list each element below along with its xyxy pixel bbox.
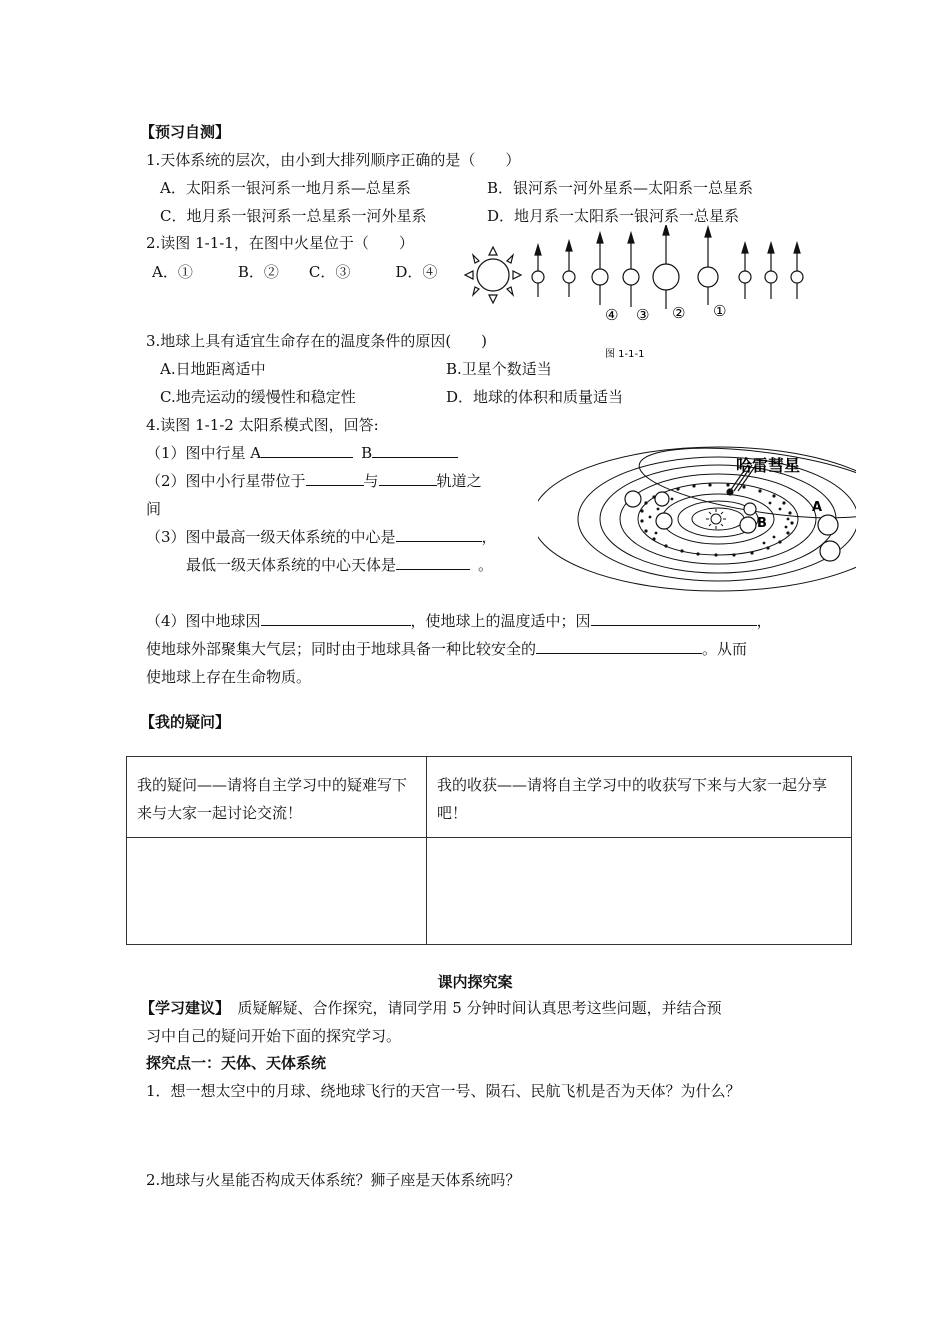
doubt-header: 我的疑问——请将自主学习中的疑难写下来与大家一起讨论交流！ — [137, 776, 408, 822]
advice-text-1: 质疑解疑、合作探究，请同学用 5 分钟时间认真思考这些问题，并结合预 — [222, 999, 722, 1017]
q1-option-c: C．地月系一银河系一总星系一河外星系 — [160, 207, 427, 225]
planet-1 — [532, 245, 544, 297]
planet-8 — [765, 243, 777, 299]
planet-inner-3 — [655, 492, 669, 506]
q4-sub3-d: 。 — [478, 556, 494, 574]
point1-question2: 2.地球与火星能否构成天体系统？狮子座是天体系统吗？ — [146, 1171, 521, 1189]
q2-stem: 2.读图 1-1-1，在图中火星位于（ ） — [146, 234, 414, 252]
marker-3: ③ — [636, 306, 650, 324]
q4-sub4-a: （4）图中地球因 — [146, 612, 261, 630]
q4-sub3-b: ， — [481, 528, 497, 546]
q4-sub1-a: （1）图中行星 A — [146, 444, 262, 462]
planet-outer-2 — [820, 541, 840, 561]
planet-6 — [698, 227, 718, 305]
q4-sub4-d: 使地球外部聚集大气层；同时由于地球具备一种比较安全的 — [146, 640, 537, 658]
q4-sub3 — [146, 527, 497, 547]
q2-options: A．① B．② C．③ D．④ — [152, 263, 438, 281]
questions-table — [126, 756, 852, 945]
doubt-input-cell[interactable] — [127, 838, 427, 945]
q4-sub1-b: B — [361, 444, 373, 462]
q3-option-c: C.地壳运动的缓慢性和稳定性 — [160, 388, 356, 406]
planet-a-label: A — [812, 500, 823, 515]
q4-sub2-d: 间 — [146, 500, 162, 518]
q4-sub4-line1 — [146, 611, 772, 631]
comet-label: 哈雷彗星 — [736, 456, 801, 475]
planet-inner-2 — [656, 513, 672, 529]
marker-2: ② — [672, 304, 686, 322]
marker-4: ④ — [605, 306, 619, 324]
answer-blank[interactable] — [379, 471, 437, 486]
q4-sub1 — [146, 443, 458, 463]
q4-sub2-c: 轨道之 — [436, 472, 482, 490]
figure-1-1-2 — [538, 443, 858, 593]
questions-heading: 【我的疑问】 — [140, 713, 231, 731]
answer-blank[interactable] — [306, 471, 364, 486]
q4-sub3-line2 — [186, 555, 493, 575]
planet-5 — [653, 225, 679, 309]
q4-sub3-a: （3）图中最高一级天体系统的中心是 — [146, 528, 396, 546]
advice-label: 【学习建议】 — [140, 999, 223, 1017]
planet-outer-1 — [625, 491, 641, 507]
planet-3 — [592, 233, 608, 305]
q3-option-b: B.卫星个数适当 — [446, 360, 552, 378]
q1-stem: 1.天体系统的层次，由小到大排列顺序正确的是（ ） — [146, 151, 521, 169]
q1-option-a: A．太阳系一银河系一地月系—总星系 — [160, 179, 411, 197]
planet-7 — [739, 243, 751, 299]
q4-sub3-c: 最低一级天体系统的中心天体是 — [186, 556, 397, 574]
figure-1-1-1-caption: 图 1-1-1 — [605, 349, 645, 360]
planet-b-label: B — [757, 516, 767, 531]
q4-sub4-line2 — [146, 639, 747, 659]
q4-sub4-b: ，使地球上的温度适中；因 — [410, 612, 591, 630]
planet-4 — [623, 233, 639, 307]
planet-2 — [563, 241, 575, 297]
gain-input-cell[interactable] — [427, 838, 852, 945]
q3-stem: 3.地球上具有适宜生命存在的温度条件的原因( ) — [146, 332, 488, 350]
planet-9 — [791, 243, 803, 299]
answer-blank[interactable] — [396, 555, 470, 570]
planet-inner-1 — [744, 503, 756, 515]
point1-question1: 1．想一想太空中的月球、绕地球飞行的天宫一号、陨石、民航飞机是否为天体？为什么？ — [146, 1082, 741, 1100]
q4-sub2-a: （2）图中小行星带位于 — [146, 472, 306, 490]
q1-option-d: D．地月系一太阳系一银河系一总星系 — [487, 207, 740, 225]
gain-header-cell — [427, 757, 852, 838]
answer-blank[interactable] — [396, 527, 482, 542]
q3-option-a: A.日地距离适中 — [160, 360, 266, 378]
answer-blank[interactable] — [372, 443, 458, 458]
sun-icon — [706, 509, 726, 529]
advice-text-2: 习中自己的疑问开始下面的探究学习。 — [146, 1027, 402, 1045]
answer-blank[interactable] — [591, 611, 757, 626]
inquiry-point1: 探究点一：天体、天体系统 — [146, 1054, 327, 1072]
sun-icon — [465, 247, 521, 303]
gain-header: 我的收获——请将自主学习中的收获写下来与大家一起分享吧！ — [437, 776, 828, 822]
q4-sub2-b: 与 — [363, 472, 379, 490]
answer-blank[interactable] — [261, 611, 411, 626]
q4-sub4-e: 。从而 — [702, 640, 748, 658]
q4-sub4-f: 使地球上存在生命物质。 — [146, 668, 312, 686]
q4-stem: 4.读图 1-1-2 太阳系模式图，回答: — [146, 416, 379, 434]
inquiry-title: 课内探究案 — [437, 973, 513, 991]
answer-blank[interactable] — [261, 443, 353, 458]
answer-blank[interactable] — [536, 639, 702, 654]
advice-line1 — [140, 998, 722, 1018]
q3-option-d: D．地球的体积和质量适当 — [446, 388, 624, 406]
preview-heading: 【预习自测】 — [140, 123, 231, 141]
q4-sub4-c: ， — [756, 612, 772, 630]
planet-a — [818, 515, 838, 535]
planet-b — [740, 517, 756, 533]
marker-1: ① — [713, 302, 727, 320]
figure-1-1-1 — [455, 225, 815, 375]
doubt-header-cell — [127, 757, 427, 838]
q4-sub2 — [146, 471, 482, 491]
q1-option-b: B．银河系一河外星系—太阳系一总星系 — [487, 179, 754, 197]
